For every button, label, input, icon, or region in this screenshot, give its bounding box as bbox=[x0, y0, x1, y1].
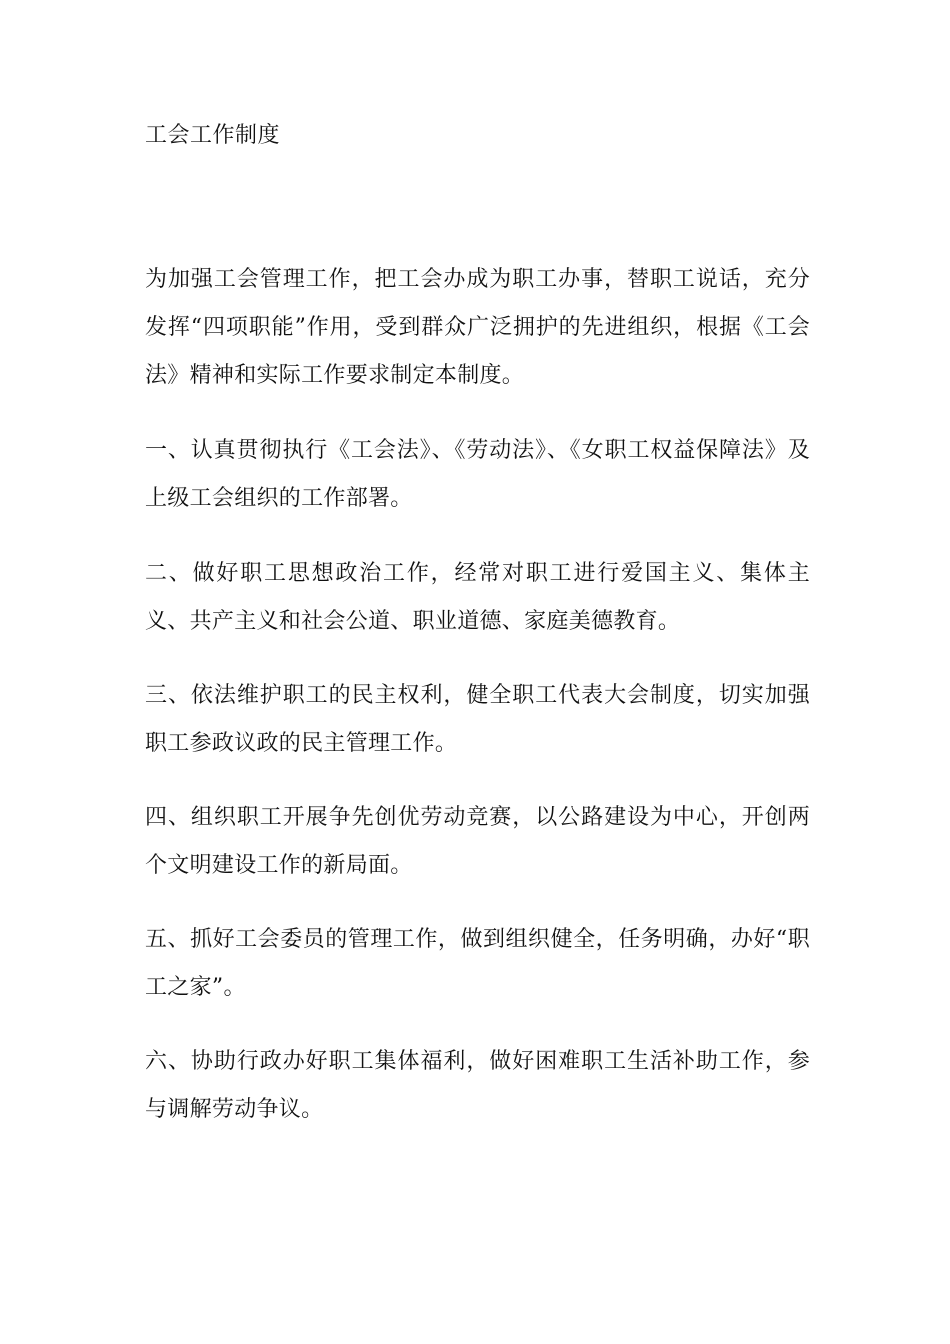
clause-5-paragraph: 五、抓好工会委员的管理工作，做到组织健全，任务明确，办好“职工之家”。 bbox=[145, 927, 810, 1000]
clause-3-paragraph: 三、依法维护职工的民主权利，健全职工代表大会制度，切实加强职工参政议政的民主管理工作。 bbox=[145, 683, 810, 756]
intro-paragraph: 为加强工会管理工作，把工会办成为职工办事，替职工说话，充分发挥“四项职能”作用，受到群众广泛拥护的先进组织，根据《工会法》精神和实际工作要求制定本制度。 bbox=[145, 267, 810, 388]
clause-4-paragraph: 四、组织职工开展争先创优劳动竞赛，以公路建设为中心，开创两个文明建设工作的新局面。 bbox=[145, 805, 810, 878]
clause-2-paragraph: 二、做好职工思想政治工作，经常对职工进行爱国主义、集体主义、共产主义和社会公道、职业道德、家庭美德教育。 bbox=[145, 561, 810, 634]
clause-6-paragraph: 六、协助行政办好职工集体福利，做好困难职工生活补助工作，参与调解劳动争议。 bbox=[145, 1049, 810, 1122]
clause-1-paragraph: 一、认真贯彻执行《工会法》、《劳动法》、《女职工权益保障法》及上级工会组织的工作部署。 bbox=[145, 438, 810, 511]
document-title: 工会工作制度 bbox=[145, 123, 281, 148]
